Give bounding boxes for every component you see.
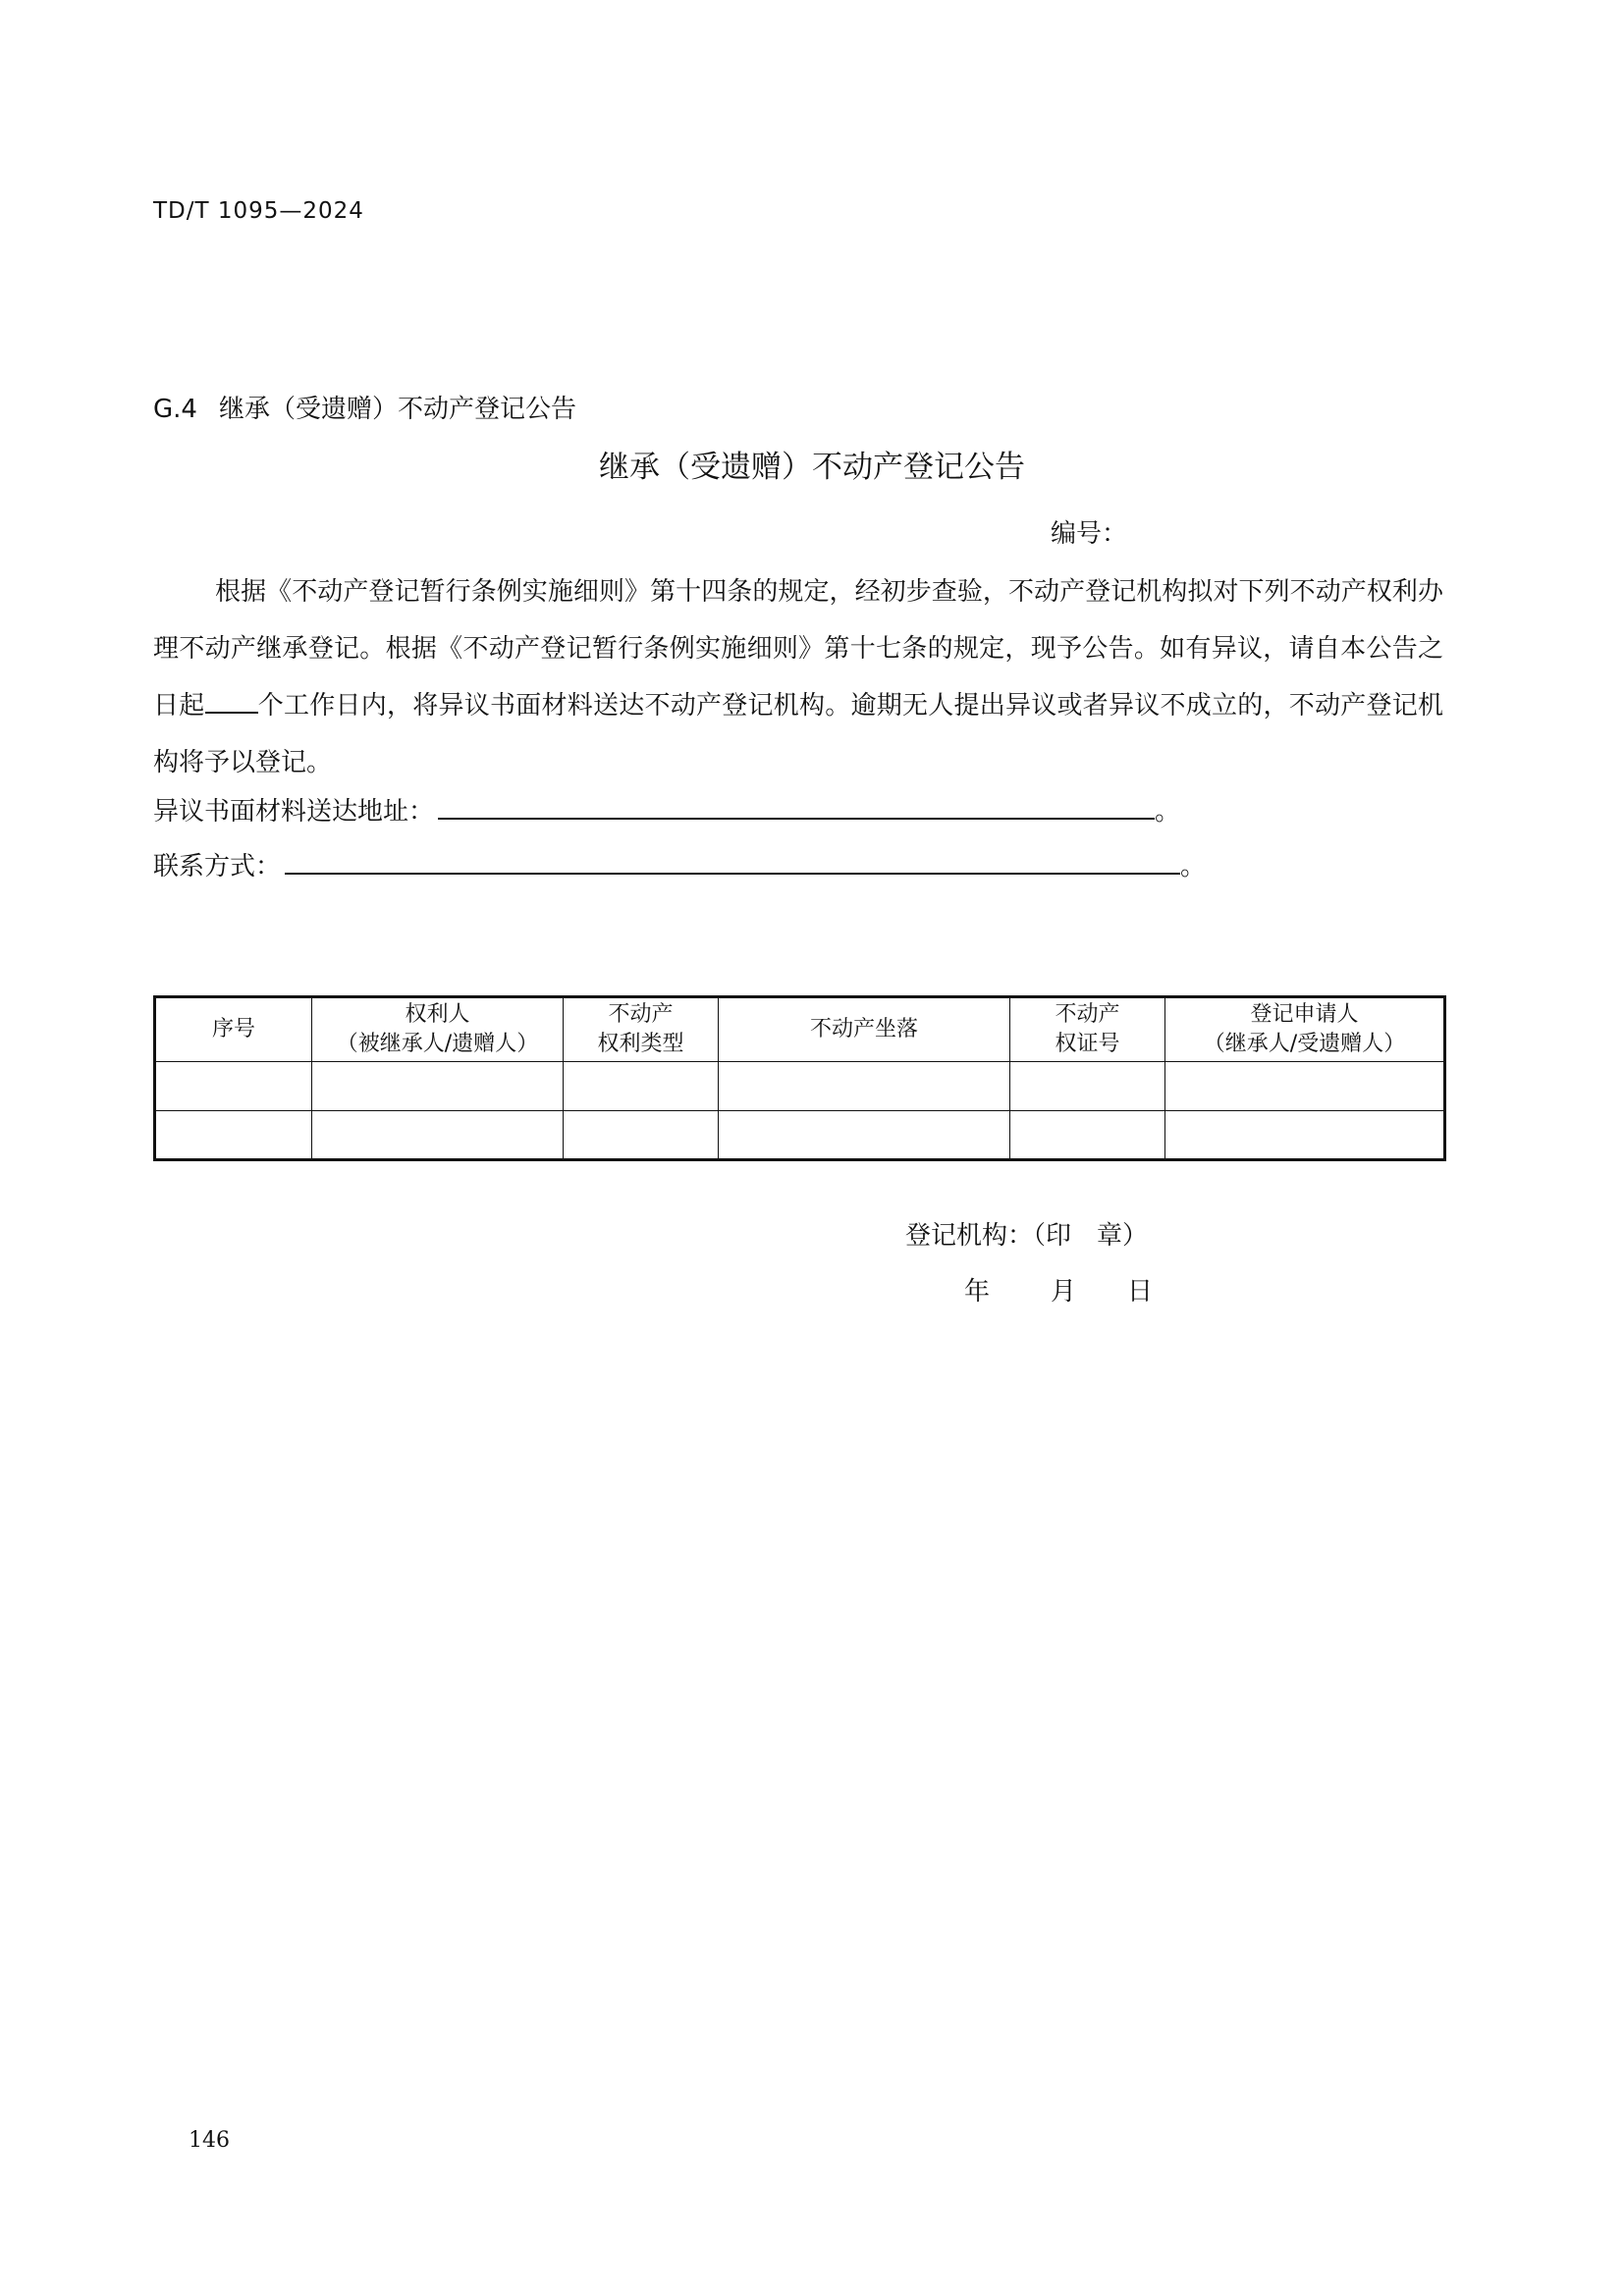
contact-line bbox=[153, 846, 1206, 882]
date-month: 月 bbox=[1051, 1277, 1077, 1307]
table-cell bbox=[312, 1062, 564, 1111]
table-header-row bbox=[155, 997, 1445, 1062]
table-cell bbox=[155, 1062, 312, 1111]
table-cell bbox=[1010, 1111, 1165, 1160]
header-certificate-no: 不动产 权证号 bbox=[1010, 997, 1165, 1062]
table-cell bbox=[1165, 1062, 1445, 1111]
table-row bbox=[155, 1062, 1445, 1111]
section-number: G.4 bbox=[153, 395, 197, 424]
notice-body-paragraph bbox=[153, 563, 1443, 791]
table-cell bbox=[719, 1062, 1010, 1111]
contact-label: 联系方式： bbox=[153, 852, 282, 881]
objection-address-line bbox=[153, 791, 1180, 828]
signature-date bbox=[964, 1271, 1153, 1308]
table-cell bbox=[719, 1111, 1010, 1160]
address-line-end: 。 bbox=[1155, 797, 1181, 827]
objection-address-blank bbox=[438, 792, 1155, 820]
registration-agency-seal: 登记机构：（印 章） bbox=[905, 1221, 1149, 1251]
header-right-holder: 权利人 （被继承人/遗赠人） bbox=[312, 997, 564, 1062]
date-year: 年 bbox=[964, 1277, 991, 1307]
table-cell bbox=[1010, 1062, 1165, 1111]
contact-blank bbox=[285, 847, 1180, 875]
page-number: 146 bbox=[189, 2128, 230, 2153]
header-location: 不动产坐落 bbox=[719, 997, 1010, 1062]
header-serial-no: 序号 bbox=[155, 997, 312, 1062]
notice-title: 继承（受遗赠）不动产登记公告 bbox=[599, 450, 1025, 485]
section-title: 继承（受遗赠）不动产登记公告 bbox=[218, 395, 576, 424]
table-cell bbox=[1165, 1111, 1445, 1160]
working-days-blank bbox=[205, 690, 258, 714]
table-cell bbox=[155, 1111, 312, 1160]
objection-address-label: 异议书面材料送达地址： bbox=[153, 797, 435, 827]
header-right-type: 不动产 权利类型 bbox=[564, 997, 719, 1062]
table-cell bbox=[564, 1062, 719, 1111]
section-heading bbox=[153, 389, 576, 425]
table-row bbox=[155, 1111, 1445, 1160]
paragraph-part-1: 根据《不动产登记暂行条例实施细则》第十四条的规定，经初步查验，不动产登记机构拟对下列不动产权利办理不动产继承登记。根据《不动产登记暂行条例实施细则》第十七条的规定，现予公告。如有异议，请自本公告之日起 bbox=[153, 577, 1443, 721]
paragraph-part-2: 个工作日内，将异议书面材料送达不动产登记机构。逾期无人提出异议或者异议不成立的，不动产登记机构将予以登记。 bbox=[153, 691, 1443, 777]
header-applicant: 登记申请人 （继承人/受遗赠人） bbox=[1165, 997, 1445, 1062]
document-code: TD/T 1095—2024 bbox=[153, 198, 364, 224]
table-cell bbox=[564, 1111, 719, 1160]
date-day: 日 bbox=[1127, 1277, 1154, 1307]
serial-number-label: 编号： bbox=[1051, 519, 1128, 549]
registration-notice-table bbox=[153, 995, 1446, 1161]
table-cell bbox=[312, 1111, 564, 1160]
contact-line-end: 。 bbox=[1180, 852, 1207, 881]
